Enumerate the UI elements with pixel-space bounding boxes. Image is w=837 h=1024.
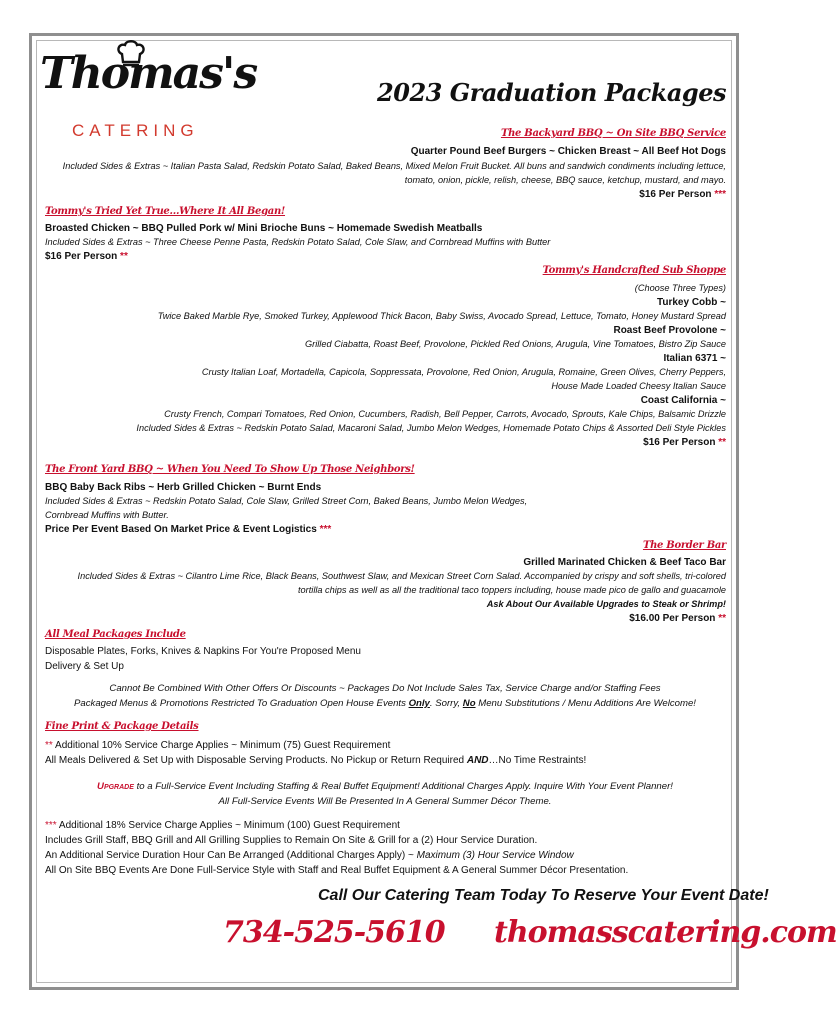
cta-text: Call Our Catering Team Today To Reserve Your Event Date! <box>318 887 769 904</box>
logo <box>40 40 257 145</box>
pkg5-desc: tortilla chips as well as all the traditional taco toppers including, house made pico de gallo and guacamole <box>298 585 726 595</box>
phone-number[interactable]: 734-525-5610 <box>223 915 445 950</box>
pkg2-items: Broasted Chicken ~ BBQ Pulled Pork w/ Mini Brioche Buns ~ Homemade Swedish Meatballs <box>45 223 483 234</box>
upgrade-line: Upgrade to a Full-Service Event Including Staffing & Real Buffet Equipment! Additional Charges Apply. Inquire With Your Event Planner! <box>97 781 673 792</box>
fine2-line: Includes Grill Staff, BBQ Grill and All Grilling Supplies to Remain On Site & Grill for a (2) Hour Service Duration. <box>45 835 538 846</box>
sub-desc: Crusty Italian Loaf, Mortadella, Capicola, Soppressata, Provolone, Red Onion, Arugula, Romaine, Green Olives, Cherry Peppers, <box>201 367 726 377</box>
sub-name: Turkey Cobb ~ <box>657 297 726 308</box>
sub-name: Italian 6371 ~ <box>663 353 726 364</box>
pkg5-heading: The Border Bar <box>642 540 726 551</box>
fine-line: ** Additional 10% Service Charge Applies ~ Minimum (75) Guest Requirement <box>45 740 391 751</box>
pkg1-items: Quarter Pound Beef Burgers ~ Chicken Breast ~ All Beef Hot Dogs <box>410 146 726 157</box>
include-line: Disposable Plates, Forks, Knives & Napkins For You're Proposed Menu <box>45 646 361 657</box>
pkg1-desc: Included Sides & Extras ~ Italian Pasta Salad, Redskin Potato Salad, Baked Beans, Mixed Melon Fruit Bucket. All buns and sandwich condiments including lettuce, <box>62 161 726 171</box>
sub-desc: Twice Baked Marble Rye, Smoked Turkey, Applewood Thick Bacon, Baby Swiss, Avocado Spread, Lettuce, Tomato, Honey Mustard Spread <box>157 311 726 321</box>
sub-desc: Grilled Ciabatta, Roast Beef, Provolone, Pickled Red Onions, Arugula, Vine Tomatoes, Bistro Zip Sauce <box>305 339 726 349</box>
sub-desc: House Made Loaded Cheesy Italian Sauce <box>551 381 726 391</box>
pkg3-choose: (Choose Three Types) <box>634 283 726 293</box>
pkg3-sides: Included Sides & Extras ~ Redskin Potato Salad, Macaroni Salad, Jumbo Melon Wedges, Homemade Potato Chips & Assorted Deli Style Pickles <box>136 423 726 433</box>
pkg1-heading: The Backyard BBQ ~ On Site BBQ Service <box>500 128 726 139</box>
fine-heading: Fine Print & Package Details <box>45 721 199 732</box>
logo-name: Thomas's <box>40 48 257 99</box>
pkg5-upgrade: Ask About Our Available Upgrades to Steak or Shrimp! <box>486 599 726 609</box>
pkg2-price: $16 Per Person ** <box>45 251 128 262</box>
fine2-line: *** Additional 18% Service Charge Applies ~ Minimum (100) Guest Requirement <box>45 820 400 831</box>
sub-name: Roast Beef Provolone ~ <box>613 325 726 336</box>
include-line: Delivery & Set Up <box>45 661 124 672</box>
pkg1-desc: tomato, onion, pickle, relish, cheese, BBQ sauce, ketchup, mustard, and mayo. <box>404 175 726 185</box>
notice-line: Cannot Be Combined With Other Offers Or Discounts ~ Packages Do Not Include Sales Tax, Service Charge and/or Staffing Fees <box>109 683 661 694</box>
pkg3-price: $16 Per Person ** <box>643 437 726 448</box>
pkg2-desc: Included Sides & Extras ~ Three Cheese Penne Pasta, Redskin Potato Salad, Cole Slaw, and Cornbread Muffins with Butter <box>45 237 551 247</box>
upgrade-line: All Full-Service Events Will Be Presented In A General Summer Décor Theme. <box>218 796 552 807</box>
fine-line: All Meals Delivered & Set Up with Disposable Serving Products. No Pickup or Return Required AND…No Time Restraints! <box>45 755 587 766</box>
pkg4-price: Price Per Event Based On Market Price & Event Logistics *** <box>45 524 332 535</box>
sub-desc: Crusty French, Compari Tomatoes, Red Onion, Cucumbers, Radish, Bell Pepper, Carrots, Avocado, Sprouts, Kale Chips, Balsamic Drizzle <box>164 409 726 419</box>
fine2-line: An Additional Service Duration Hour Can Be Arranged (Additional Charges Apply) ~ Maximum (3) Hour Service Window <box>45 850 574 861</box>
logo-subtitle: CATERING <box>72 121 199 140</box>
include-heading: All Meal Packages Include <box>45 629 186 640</box>
pkg5-items: Grilled Marinated Chicken & Beef Taco Bar <box>523 557 726 568</box>
notice-line: Packaged Menus & Promotions Restricted To Graduation Open House Events Only. Sorry, No Menu Substitutions / Menu Additions Are Welcome! <box>74 698 696 709</box>
website-link[interactable]: thomasscatering.com <box>494 915 837 950</box>
pkg3-heading: Tommy's Handcrafted Sub Shoppe <box>542 265 726 276</box>
pkg5-price: $16.00 Per Person ** <box>629 613 726 624</box>
pkg4-desc: Included Sides & Extras ~ Redskin Potato Salad, Cole Slaw, Grilled Street Corn, Baked Beans, Jumbo Melon Wedges, <box>45 496 528 506</box>
pkg4-items: BBQ Baby Back Ribs ~ Herb Grilled Chicken ~ Burnt Ends <box>45 482 322 493</box>
pkg1-price: $16 Per Person *** <box>639 189 726 200</box>
pkg4-desc: Cornbread Muffins with Butter. <box>45 510 169 520</box>
pkg4-heading: The Front Yard BBQ ~ When You Need To Show Up Those Neighbors! <box>45 464 415 475</box>
pkg5-desc: Included Sides & Extras ~ Cilantro Lime Rice, Black Beans, Southwest Slaw, and Mexican Street Corn Salad. Accompanied by crispy and soft shells, tri-colored <box>77 571 726 581</box>
fine2-line: All On Site BBQ Events Are Done Full-Service Style with Staff and Real Buffet Equipment & A General Summer Décor Presentation. <box>45 865 629 876</box>
page-title: 2023 Graduation Packages <box>377 78 726 107</box>
pkg2-heading: Tommy's Tried Yet True…Where It All Began! <box>45 206 286 217</box>
sub-name: Coast California ~ <box>640 395 726 406</box>
